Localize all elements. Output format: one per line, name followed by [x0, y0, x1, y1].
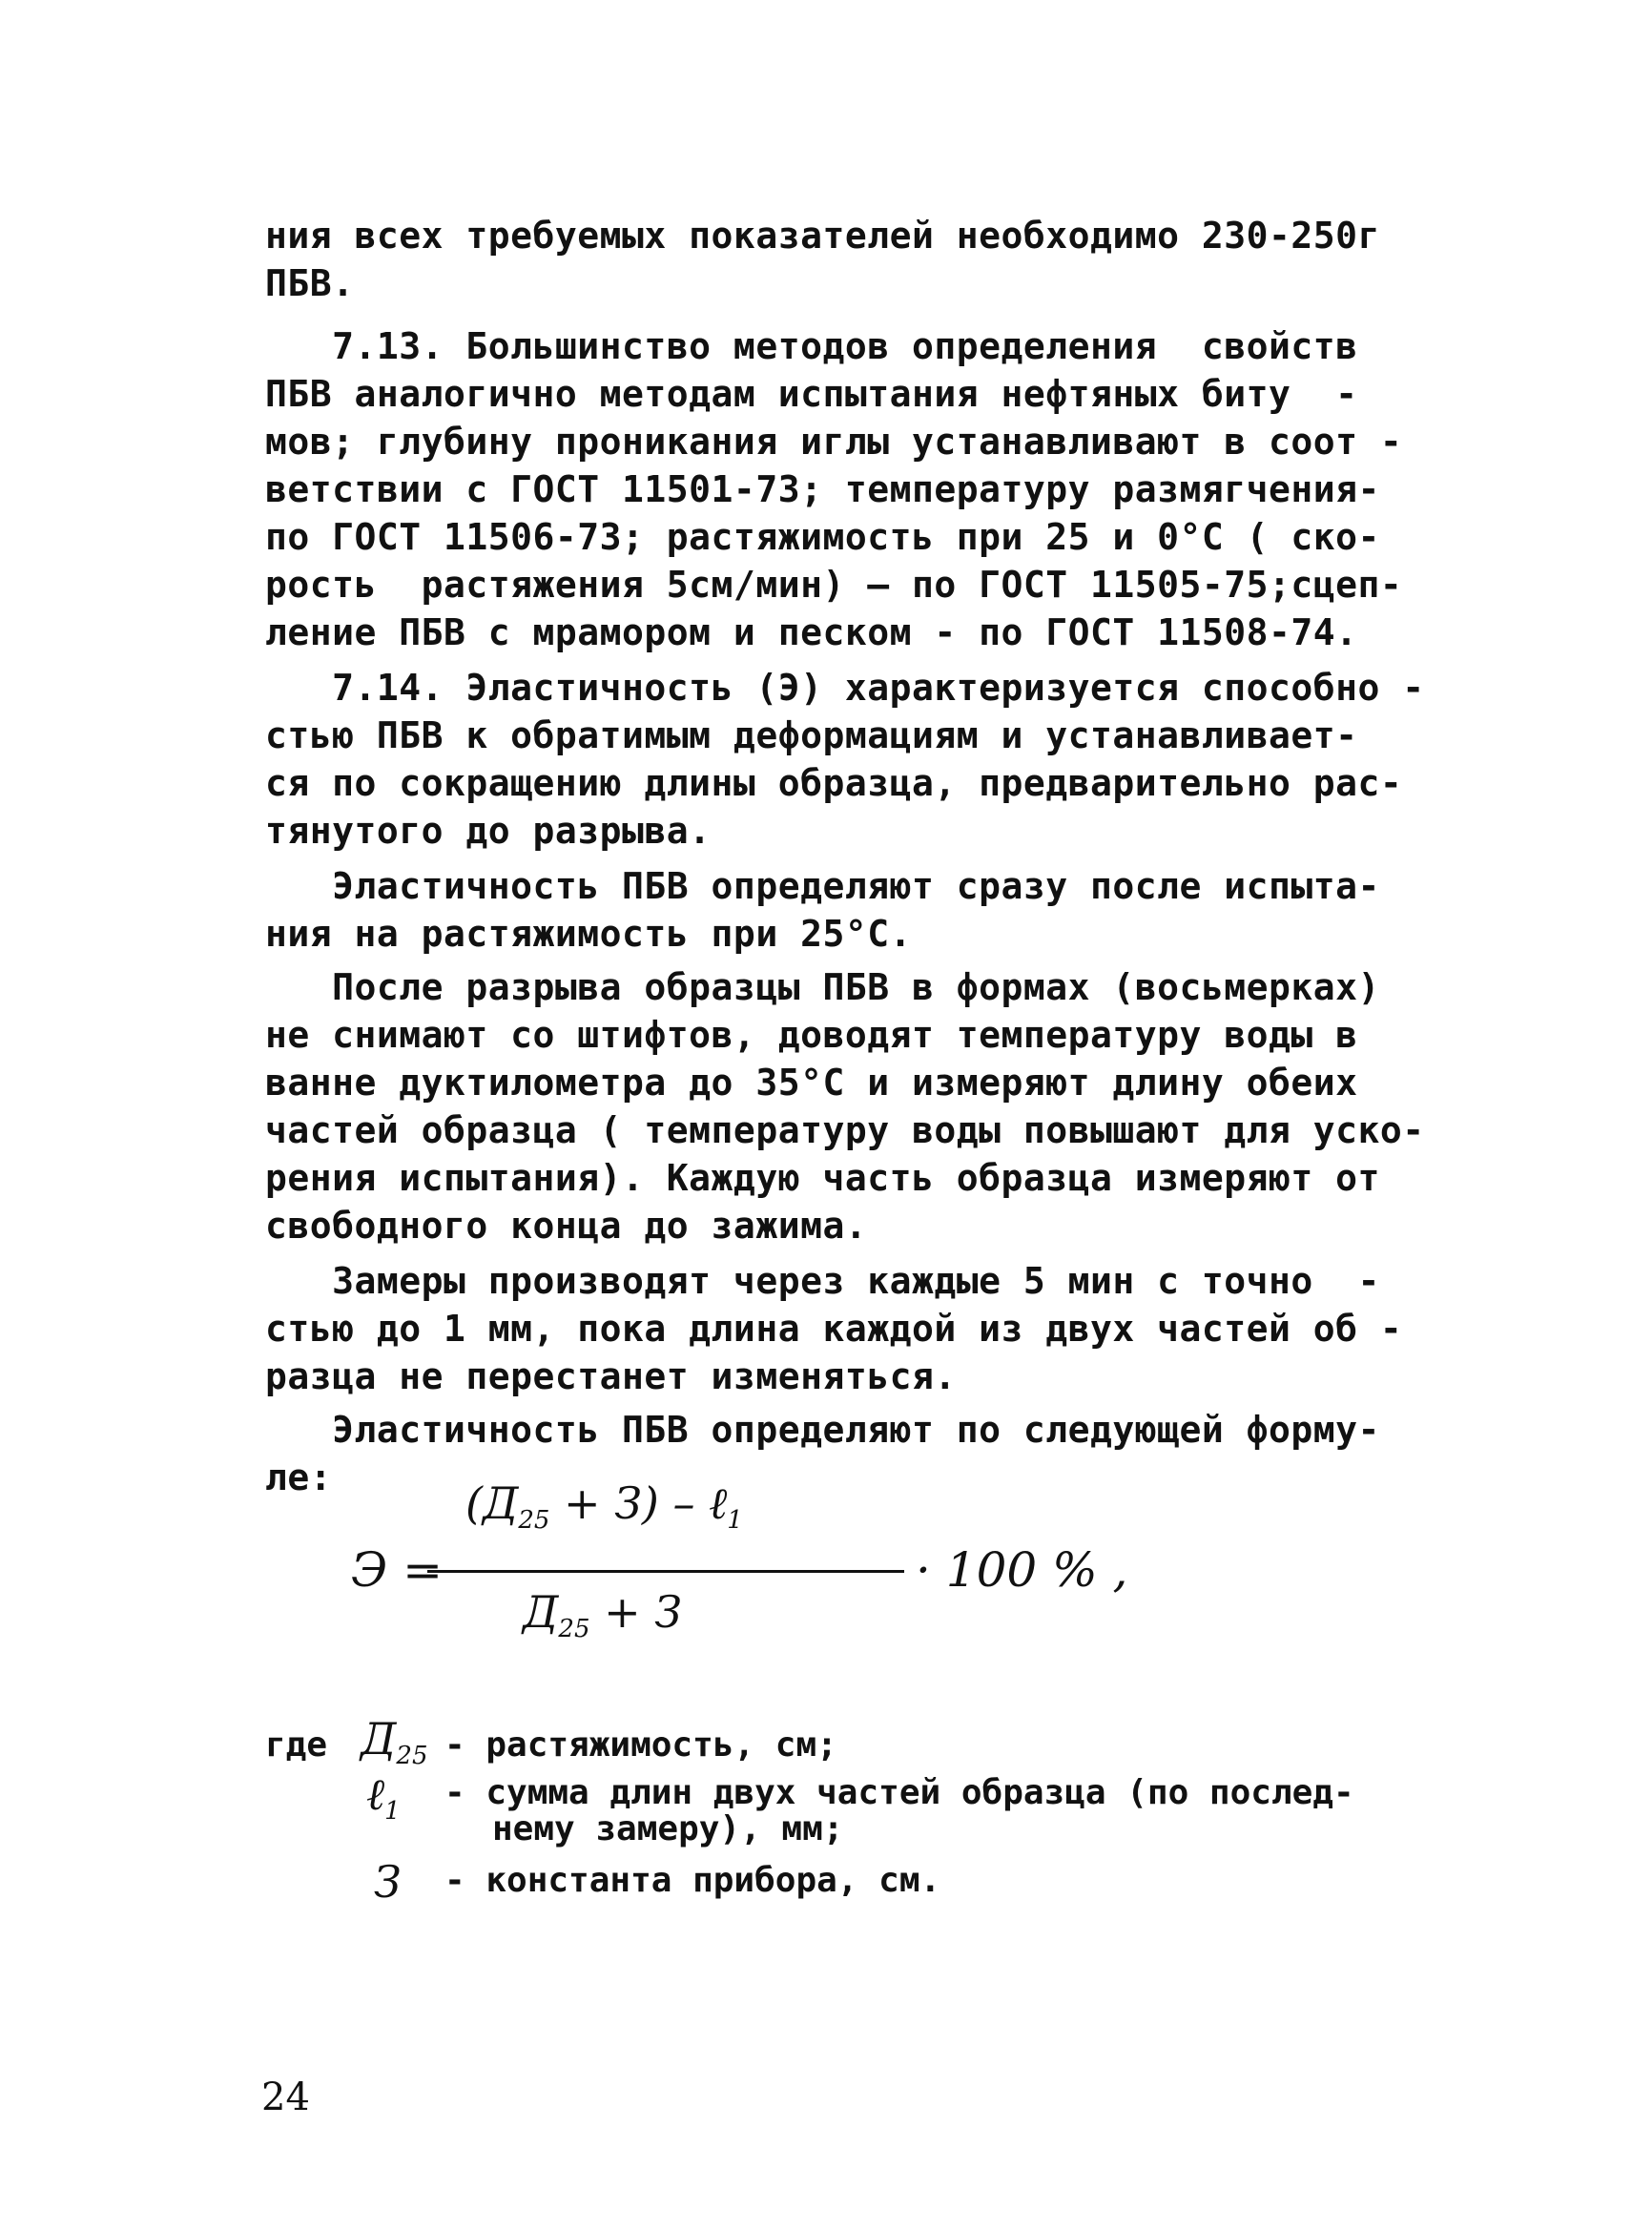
- text-line: тянутого до разрыва.: [265, 810, 712, 852]
- definition-text: - сумма длин двух частей образца (по послед-: [444, 1773, 1354, 1812]
- text-line: не снимают со штифтов, доводят температуру воды в: [265, 1014, 1358, 1056]
- formula-numerator: $(Д_{25} + З)$ – ℓ$_1$: [465, 1477, 743, 1536]
- text-line: Замеры производят через каждые 5 мин с точно -: [265, 1260, 1380, 1302]
- text-line: ся по сокращению длины образца, предварительно рас-: [265, 762, 1403, 804]
- text-line: ветствии с ГОСТ 11501-73; температуру размягчения-: [265, 468, 1380, 510]
- text-line: рения испытания). Каждую часть образца измеряют от: [265, 1157, 1380, 1199]
- text-line: 7.13. Большинство методов определения свойств: [265, 325, 1358, 367]
- text-line: Эластичность ПБВ определяют сразу после испыта-: [265, 865, 1380, 907]
- text-line: ПБВ аналогично методам испытания нефтяных биту -: [265, 373, 1358, 415]
- text-line: разца не перестанет изменяться.: [265, 1355, 957, 1397]
- text-line: ле:: [265, 1456, 333, 1498]
- definition-text-continued: нему замеру), мм;: [492, 1809, 844, 1848]
- definition-text: - константа прибора, см.: [444, 1861, 941, 1900]
- text-line: ванне дуктилометра до 35°С и измеряют длину обеих: [265, 1062, 1358, 1104]
- text-line: После разрыва образцы ПБВ в формах (восьмерках): [265, 966, 1380, 1008]
- text-line: ПБВ.: [265, 262, 355, 304]
- text-line: ление ПБВ с мрамором и песком - по ГОСТ 11508-74.: [265, 611, 1358, 653]
- page-number: 24: [261, 2075, 310, 2119]
- text-line: частей образца ( температуру воды повышают для уско-: [265, 1109, 1425, 1151]
- formula-multiplier: · 100 % ,: [916, 1542, 1128, 1598]
- text-line: ния на растяжимость при 25°С.: [265, 913, 912, 955]
- text-line: мов; глубину проникания иглы устанавливают в соот -: [265, 421, 1403, 463]
- text-line: рость растяжения 5см/мин) – по ГОСТ 11505-75;сцеп-: [265, 564, 1403, 606]
- formula-denominator: $Д_{25} + З$: [523, 1586, 682, 1644]
- symbol-z: З: [374, 1856, 402, 1908]
- formula-lhs: Э =: [351, 1542, 444, 1598]
- text-line: по ГОСТ 11506-73; растяжимость при 25 и 0°С ( ско-: [265, 516, 1380, 558]
- text-line: ния всех требуемых показателей необходимо 230-250г: [265, 215, 1380, 257]
- text-line: Эластичность ПБВ определяют по следующей форму-: [265, 1409, 1380, 1451]
- text-line: стью ПБВ к обратимым деформациям и устанавливает-: [265, 714, 1358, 756]
- text-line: свободного конца до зажима.: [265, 1205, 868, 1247]
- fraction-bar: [427, 1570, 904, 1573]
- symbol-l1: ℓ$_1$: [366, 1768, 401, 1827]
- elasticity-formula: [343, 1474, 1202, 1655]
- text-line: 7.14. Эластичность (Э) характеризуется способно -: [265, 667, 1425, 709]
- definition-text: - растяжимость, см;: [444, 1725, 837, 1765]
- definitions-intro: где: [265, 1725, 328, 1765]
- symbol-d25: $Д_{25}$: [361, 1713, 428, 1771]
- text-line: стью до 1 мм, пока длина каждой из двух частей об -: [265, 1308, 1403, 1350]
